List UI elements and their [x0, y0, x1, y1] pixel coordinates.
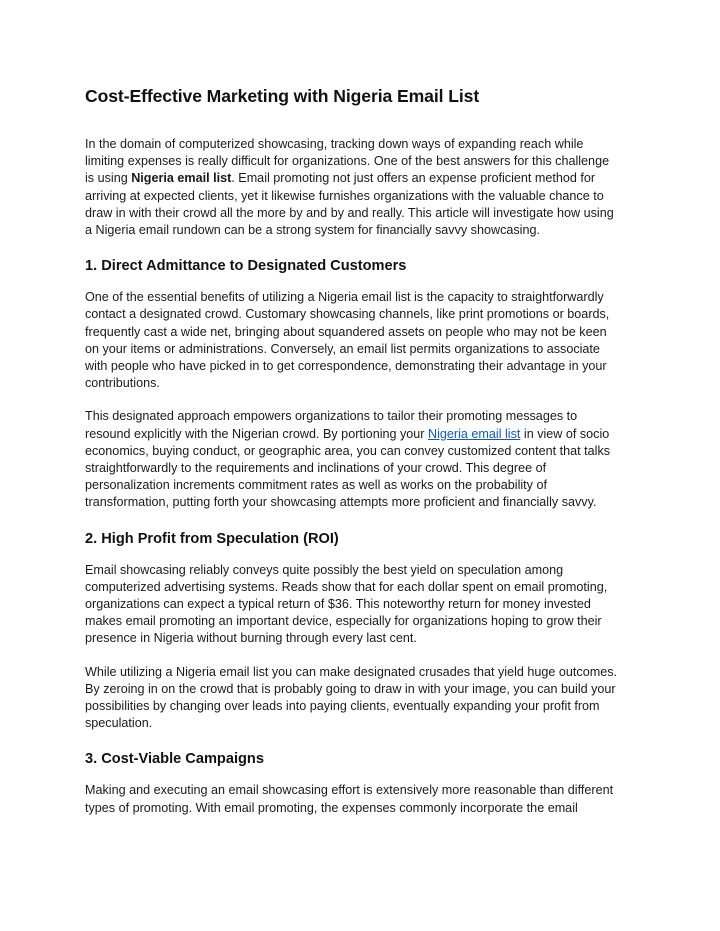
- body-line: Making and executing an email showcasing effort is extensively more reasonable than different: [85, 783, 614, 798]
- body-line: personalization increments commitment rates as well as works on the probability of: [85, 478, 547, 493]
- body-line: transformation, putting forth your showcasing attempts more proficient and financially savvy.: [85, 495, 597, 510]
- section2-paragraph2: [85, 664, 635, 733]
- document-title: Cost-Effective Marketing with Nigeria Email List: [85, 86, 480, 106]
- nigeria-email-list-link[interactable]: Nigeria email list: [428, 426, 521, 441]
- section1-paragraph2: [85, 408, 635, 511]
- intro-line: draw in with their crowd all the more by and by and really. This article will investigate how using: [85, 205, 614, 220]
- intro-line-suffix: . Email promoting not just offers an expense proficient method for: [231, 171, 596, 186]
- body-line: makes email promoting an important device, especially for organizations hoping to grow their: [85, 614, 602, 629]
- keyword-bold: Nigeria email list: [131, 171, 232, 186]
- section-heading: 1. Direct Admittance to Designated Customers: [85, 258, 407, 275]
- body-line: presence in Nigeria without burning through every last cent.: [85, 631, 417, 646]
- intro-paragraph: [85, 136, 635, 239]
- body-line: While utilizing a Nigeria email list you can make designated crusades that yield huge outcomes.: [85, 664, 618, 679]
- body-line: This designated approach empowers organizations to tailor their promoting messages to: [85, 409, 578, 424]
- intro-line: [85, 170, 635, 187]
- body-line: frequently cast a wide net, bringing about squandered assets on people who may not be keen: [85, 324, 607, 339]
- section-heading: 2. High Profit from Speculation (ROI): [85, 530, 339, 547]
- intro-line: limiting expenses is really difficult for organizations. One of the best answers for this challenge: [85, 154, 610, 169]
- body-line-prefix: resound explicitly with the Nigerian crowd. By portioning your: [85, 426, 428, 441]
- body-line: computerized advertising systems. Reads show that for each dollar spent on email promoting,: [85, 579, 608, 594]
- section1-paragraph1: [85, 289, 635, 392]
- section3-paragraph1: [85, 782, 635, 816]
- intro-line: In the domain of computerized showcasing, tracking down ways of expanding reach while: [85, 137, 584, 151]
- document-page: [85, 84, 635, 833]
- body-line: One of the essential benefits of utilizing a Nigeria email list is the capacity to straightforwardly: [85, 290, 604, 305]
- intro-line: a Nigeria email rundown can be a strong system for financially savvy showcasing.: [85, 223, 540, 238]
- section2-paragraph1: [85, 562, 635, 648]
- body-line: on your items or administrations. Conversely, an email list permits organizations to associate: [85, 341, 600, 356]
- body-line: contributions.: [85, 376, 160, 391]
- body-line: By zeroing in on the crowd that is probably going to draw in with your image, you can build your: [85, 681, 616, 696]
- intro-line: arriving at expected clients, yet it likewise furnishes organizations with the valuable chance to: [85, 188, 604, 203]
- intro-line-prefix: is using: [85, 171, 132, 186]
- body-line: speculation.: [85, 716, 153, 731]
- body-line: [85, 426, 635, 443]
- body-line: possibilities by changing over leads into paying clients, eventually expanding your profit from: [85, 699, 600, 714]
- body-line-suffix: in view of socio: [520, 426, 610, 441]
- body-line: straightforwardly to the requirements and inclinations of your crowd. This degree of: [85, 461, 547, 476]
- body-line: types of promoting. With email promoting, the expenses commonly incorporate the email: [85, 800, 578, 815]
- body-line: contact a designated crowd. Customary showcasing channels, like print promotions or boards,: [85, 307, 610, 322]
- body-line: economics, buying conduct, or geographic area, you can convey customized content that talks: [85, 443, 611, 458]
- body-line: organizations can expect a typical return of $36. This noteworthy return for money invested: [85, 597, 591, 612]
- body-line: with people who have picked in to get correspondence, demonstrating their advantage in your: [85, 359, 607, 374]
- body-line: Email showcasing reliably conveys quite possibly the best yield on speculation among: [85, 562, 564, 577]
- section-heading: 3. Cost-Viable Campaigns: [85, 751, 264, 768]
